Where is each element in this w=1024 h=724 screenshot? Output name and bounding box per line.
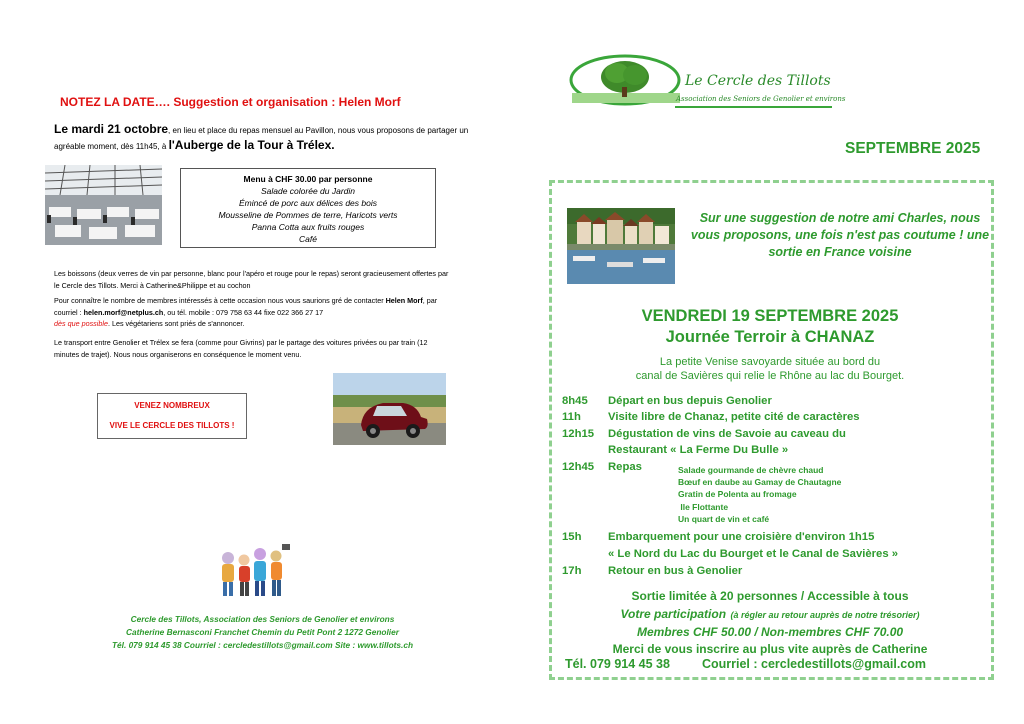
left-page-title: NOTEZ LA DATE…. Suggestion et organisation : Helen Morf [60,95,401,109]
program-item [562,531,874,543]
event-description-line: La petite Venise savoyarde située au bord du [659,356,881,368]
registration-info [555,588,985,658]
contact-text: Pour connaître le nombre de membres intéressés à cette occasion nous vous saurions gré de contacter [54,296,386,305]
footer-line: Catherine Bernasconi Franchet Chemin du Petit Pont 2 1272 Genolier [126,627,399,637]
menu-item: Salade colorée du Jardin [260,186,356,196]
program-time: 12h15 [562,428,595,440]
seniors-illustration [208,540,308,600]
contact-email: Courriel : cercledestillots@gmail.com [701,657,927,671]
program-item [562,461,642,473]
registration-text: Merci de vous inscrire au plus vite auprès de Catherine [612,642,928,656]
program-text: Départ en bus depuis Genolier [608,395,772,407]
program-text: Retour en bus à Genolier [608,565,743,577]
contact-text: , par courriel : [54,296,438,317]
menu-item: Mousseline de Pommes de terre, Haricots verts [218,210,398,220]
program-item [562,565,742,577]
suggestion-text: Sur une suggestion de notre ami Charles, nous vous proposons, une fois n'est pas coutume ! une sortie en France voisine [690,211,990,259]
month-heading: SEPTEMBRE 2025 [845,140,981,157]
intro-paragraph [54,122,474,154]
program-text: Visite libre de Chanaz, petite cité de caractères [608,411,860,423]
intro-place: l'Auberge de la Tour à Trélex. [168,138,335,152]
logo-subtitle: Association des Seniors de Genolier et environs [676,95,846,103]
restaurant-photo [45,165,162,245]
logo-name: Le Cercle des Tillots [685,73,831,89]
meal-item: Ile Flottante [678,501,729,512]
intro-date: Le mardi 21 octobre [54,122,169,136]
meal-item: Gratin de Polenta au fromage [678,489,797,500]
program-item [562,395,772,407]
program-time: 15h [562,531,582,543]
program-text: Dégustation de vins de Savoie au caveau du [608,428,846,440]
chanaz-photo [567,208,675,284]
announcement-line: VIVE LE CERCLE DES TILLOTS ! [109,421,235,430]
contact-phone: , ou tél. mobile : 079 758 63 44 fixe 022 366 27 17 [163,307,324,317]
limit-text: Sortie limitée à 20 personnes / Accessible à tous [631,589,909,603]
event-date: VENDREDI 19 SEPTEMBRE 2025 [641,307,899,325]
program-text: « Le Nord du Lac du Bourget et le Canal de Savières » [608,548,899,560]
announcement-line: VENEZ NOMBREUX [134,401,210,410]
program-time: 17h [562,565,582,577]
meal-list [678,464,841,525]
program-time: 8h45 [562,395,588,407]
contact-paragraph [54,295,454,330]
program-text: Embarquement pour une croisière d'environ 1h15 [608,531,875,543]
program-item [562,411,860,423]
participation-note: (à régler au retour auprès de notre trésorier) [730,610,920,620]
menu-box [180,168,436,248]
left-footer [60,613,465,652]
contact-name: Helen Morf [385,296,423,305]
program-text: Repas [608,461,642,473]
menu-item: Émincé de porc aux délices des bois [239,198,377,208]
contact-phone: Tél. 079 914 45 38 [565,657,670,671]
menu-item: Panna Cotta aux fruits rouges [251,222,365,232]
event-description [560,355,980,383]
program-item [562,444,788,456]
drinks-paragraph: Les boissons (deux verres de vin par personne, blanc pour l'apéro et rouge pour le repas) seront gracieusement offertes par le Cercle des Tillots. Merci à Catherine&Philippe et au cochon [54,269,449,290]
menu-title: Menu à CHF 30.00 par personne [243,174,373,184]
urgent-note: dès que possible [54,319,108,328]
program-time: 11h [562,411,581,423]
menu-item: Café [299,234,317,244]
announcement-box [97,393,247,439]
footer-line: Cercle des Tillots, Association des Seniors de Genolier et environs [130,614,395,624]
participation-label: Votre participation [620,607,727,621]
event-description-line: canal de Savières qui relie le Rhône au lac du Bourget. [635,370,905,382]
meal-item: Un quart de vin et café [678,513,770,524]
contact-text: . Les végétariens sont priés de s'annoncer. [107,319,245,328]
program-item [562,548,898,560]
program-time: 12h45 [562,461,595,473]
program-text: Restaurant « La Ferme Du Bulle » [608,444,789,456]
meal-item: Salade gourmande de chèvre chaud [678,465,824,475]
contact-line [565,657,926,671]
footer-line: Tél. 079 914 45 38 Courriel : cercledestillots@gmail.com Site : www.tillots.ch [111,640,414,650]
transport-paragraph: Le transport entre Genolier et Trélex se fera (comme pour Givrins) par le partage des voitures privées ou par train (12 minutes de trajet). Nous nous organiserons en conséquence le moment venu. [54,338,428,359]
event-title: Journée Terroir à CHANAZ [665,328,875,346]
meal-item: Bœuf en daube au Gamay de Chautagne [678,477,842,488]
intro-text: , en lieu et place du repas mensuel au Pavillon, nous vous proposons de partager un agréable moment, dès 11h45, à [54,126,469,151]
car-photo [333,373,446,445]
prices-text: Membres CHF 50.00 / Non-membres CHF 70.00 [636,625,904,639]
contact-email: helen.morf@netplus.ch [83,307,164,317]
program-item [562,428,846,440]
